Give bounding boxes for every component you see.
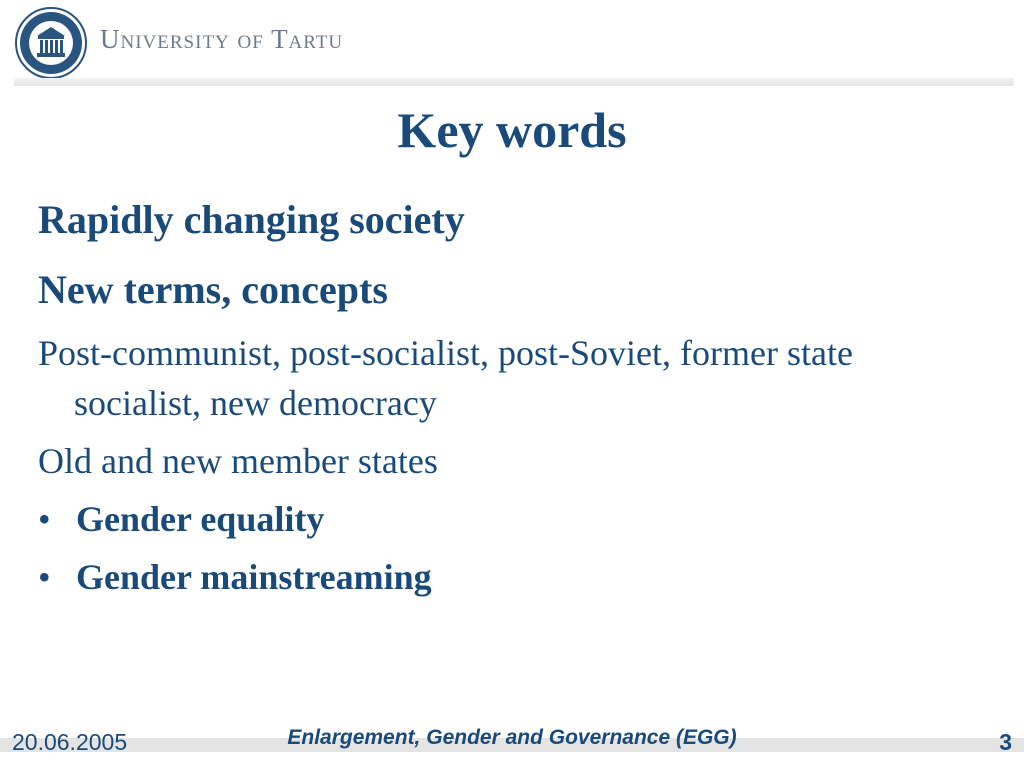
keyword-line-3: Post-communist, post-socialist, post-Soviet, former state socialist, new democracy bbox=[38, 333, 853, 423]
university-name[interactable]: University of Tartu bbox=[100, 24, 344, 54]
header-divider bbox=[14, 78, 1014, 86]
bullet-text: Gender mainstreaming bbox=[76, 557, 432, 597]
footer-date: 20.06.2005 bbox=[12, 729, 128, 755]
slide-header bbox=[0, 0, 1024, 90]
bullet-item bbox=[38, 494, 988, 544]
university-seal-icon bbox=[14, 6, 88, 80]
slide-body bbox=[38, 190, 988, 602]
keyword-line-4: Old and new member states bbox=[38, 441, 438, 481]
bullet-glyph: • bbox=[38, 499, 51, 539]
bullet-glyph: • bbox=[38, 557, 51, 597]
bullet-item bbox=[38, 552, 988, 602]
keyword-line-2: New terms, concepts bbox=[38, 267, 388, 312]
bullet-text: Gender equality bbox=[76, 499, 325, 539]
page-number: 3 bbox=[999, 729, 1012, 755]
slide-title: Key words bbox=[397, 102, 627, 158]
footer-title: Enlargement, Gender and Governance (EGG) bbox=[287, 726, 737, 749]
keyword-line-1: Rapidly changing society bbox=[38, 197, 465, 242]
